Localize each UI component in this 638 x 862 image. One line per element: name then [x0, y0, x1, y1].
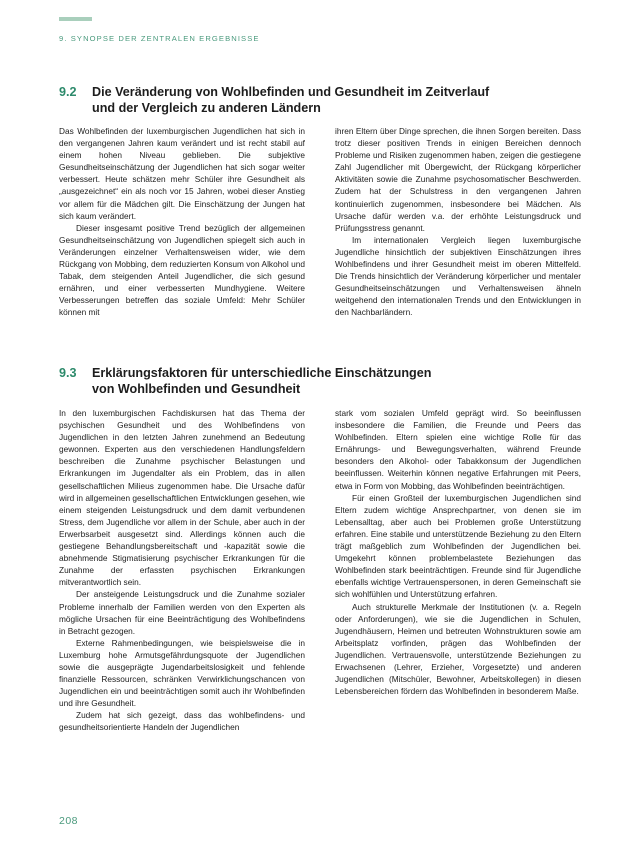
- section-title-line: von Wohlbefinden und Gesundheit: [92, 382, 301, 396]
- section-heading-9-3: [59, 365, 589, 397]
- paragraph: Dieser insgesamt positive Trend bezüglich der allgemeinen Gesundheitseinschätzung von Jugendlichen spiegelt sich auch in Veränderungen einzelner Verhaltensweisen wider, wie dem Rückgang von Mobbing, dem reduzierten Konsum von Alkohol und Tabak, dem steigenden Anteil Jugendlicher, die sich gesund ernähren, und einer verbesserten Mundhygiene. Weitere Verbesserungen betreffen das soziale Umfeld: Mehr Schüler können mit: [59, 222, 305, 318]
- paragraph: Zudem hat sich gezeigt, dass das wohlbefindens- und gesundheitsorientierte Handeln der Jugendlichen: [59, 710, 305, 733]
- section-title-line: Die Veränderung von Wohlbefinden und Gesundheit im Zeitverlauf: [92, 85, 490, 99]
- paragraph: In den luxemburgischen Fachdiskursen hat das Thema der psychischen Gesundheit und des Wohlbefindens von Jugendlichen in den letzten Jahren zunehmend an Bedeutung gewonnen. Experten aus den verschiedenen Handlungsfeldern beschreiben die Zunahme psychischer Belastungen und Erkrankungen im Jugendalter als ein Problem, das in allen gesellschaftlichen Milieus zugenommen habe. Die Ursache dafür wird in allgemeinen gesellschaftlichen Entwicklungen gesehen, wie einem steigenden Leistungsdruck und dem damit verbundenen Stress, dem Jugendliche vor allem in der Schule, aber auch in der Erwerbsarbeit ausgesetzt sind. Allerdings können auch die gestiegene Behandlungsbereitschaft und -kapazität sowie die abnehmende Stigmatisierung psychischer Erkrankungen für die Zunahme der erfassten psychischen Erkrankungen mitverantwortlich sein.: [59, 408, 305, 588]
- section-title-line: und der Vergleich zu anderen Ländern: [92, 101, 321, 115]
- paragraph: Der ansteigende Leistungsdruck und die Zunahme sozialer Probleme innerhalb der Familien werden von den Experten als mögliche Ursachen für eine Beeinträchtigung des Wohlbefindens in Betracht gezogen.: [59, 589, 305, 636]
- paragraph: stark vom sozialen Umfeld geprägt wird. So beeinflussen insbesondere die Familien, die Freunde und Peers das Wohlbefinden. Eltern spielen eine wichtige Rolle für das Ernährungs- und Bewegungsverhalten, während Freunde besonders den Alkohol- oder Tabakkonsum der Jugendlichen beeinflussen. Weiterhin können negative Erfahrungen mit Peers, etwa in Form von Mobbing, das Wohlbefinden beeinträchtigen.: [335, 408, 581, 491]
- paragraph: ihren Eltern über Dinge sprechen, die ihnen Sorgen bereiten. Dass trotz dieser positiven Trends in einigen Bereichen dennoch Probleme und Risiken zugenommen haben, zeigen die gestiegene Zahl Jugendlicher mit Übergewicht, der Rückgang körperlicher Aktivitäten sowie die Zunahme psychosomatischer Beschwerden. Zudem hat der Schulstress in den vergangenen Jahren kontinuierlich zugenommen, insbesondere bei Mädchen. Als Ursache dafür werden v.a. der erhöhte Leistungsdruck und Prüfungsstress genannt.: [335, 126, 581, 233]
- paragraph: Auch strukturelle Merkmale der Institutionen (v. a. Regeln oder Anforderungen), wie sie die Jugendlichen in Schulen, Jugendhäusern, Heimen und betreuten Wohnstrukturen sowie am Arbeitsplatz vorfinden, prägen das Wohlbefinden der Jugendlichen. Vertrauensvolle, unterstützende Beziehungen zu Erwachsenen (Lehrer, Erzieher, Vorgesetzte) und anderen Jugendlichen (Mitschüler, Bewohner, Arbeitskollegen) in diesen Lebensbereichen fördern das Wohlbefinden in besonderem Maße.: [335, 601, 581, 697]
- section-number: 9.3: [59, 366, 77, 380]
- paragraph: Das Wohlbefinden der luxemburgischen Jugendlichen hat sich in den vergangenen Jahren kaum verändert und ist recht stabil auf einem hohen Niveau geblieben. Die subjektive Gesundheitseinschätzung der Jugendlichen hat sich sogar weiter verbessert. Heute schätzen mehr Schüler ihre Gesundheit als „ausgezeichnet“ ein als noch vor 15 Jahren, wobei dieser Anstieg vor allem für die Mädchen gilt. Die Einschätzung der Jungen hat sich kaum verändert.: [59, 126, 305, 221]
- running-head: 9. SYNOPSE DER ZENTRALEN ERGEBNISSE: [59, 34, 260, 43]
- section-title: [92, 84, 489, 116]
- accent-bar: [59, 17, 92, 21]
- left-column: [59, 125, 305, 319]
- right-column: [335, 125, 581, 319]
- section-9-3-body: [59, 407, 581, 734]
- paragraph: Externe Rahmenbedingungen, wie beispielsweise die in Luxemburg hohe Armutsgefährdungsquote der Jugendlichen sowie die ausgeprägte Jugendarbeitslosigkeit und fehlende finanzielle Ressourcen, schränken Verwirklichungschancen von Jugendlichen ein und beeinträchtigen somit auch ihr Wohlbefinden und ihre Gesundheit.: [59, 637, 305, 709]
- page-number: 208: [59, 815, 79, 827]
- left-column: [59, 407, 305, 734]
- section-9-2-body: [59, 125, 581, 319]
- section-title-line: Erklärungsfaktoren für unterschiedliche Einschätzungen: [92, 366, 432, 380]
- paragraph: Im internationalen Vergleich liegen luxemburgische Jugendliche hinsichtlich der subjektiven Einschätzungen ihres Wohlbefindens und ihrer Gesundheit meist im oberen Mittelfeld. Die Trends hinsichtlich der Veränderung körperlicher und mentaler Gesundheitseinschätzungen und Verhaltensweisen ähneln weitgehend den internationalen Trends und den Entwicklungen in den Nachbarländern.: [335, 234, 581, 318]
- right-column: [335, 407, 581, 734]
- paragraph: Für einen Großteil der luxemburgischen Jugendlichen sind Eltern zudem wichtige Ansprechpartner, von denen sie im Lebensalltag, aber auch bei Problemen große Unterstützung erfahren. Eine stabile und unterstützende Beziehung zu den Eltern trägt maßgeblich zum Wohlbefinden der Jugendlichen bei. Umgekehrt können problembelastete Beziehungen das Wohlbefinden stark beeinträchtigen. Freunde sind für Jugendliche ebenfalls wichtige Vertrauenspersonen, in deren Gemeinschaft sie sich wohlfühlen und Unterstützung erfahren.: [335, 492, 581, 600]
- section-number: 9.2: [59, 85, 77, 99]
- section-heading-9-2: [59, 84, 589, 116]
- section-title: [92, 365, 431, 397]
